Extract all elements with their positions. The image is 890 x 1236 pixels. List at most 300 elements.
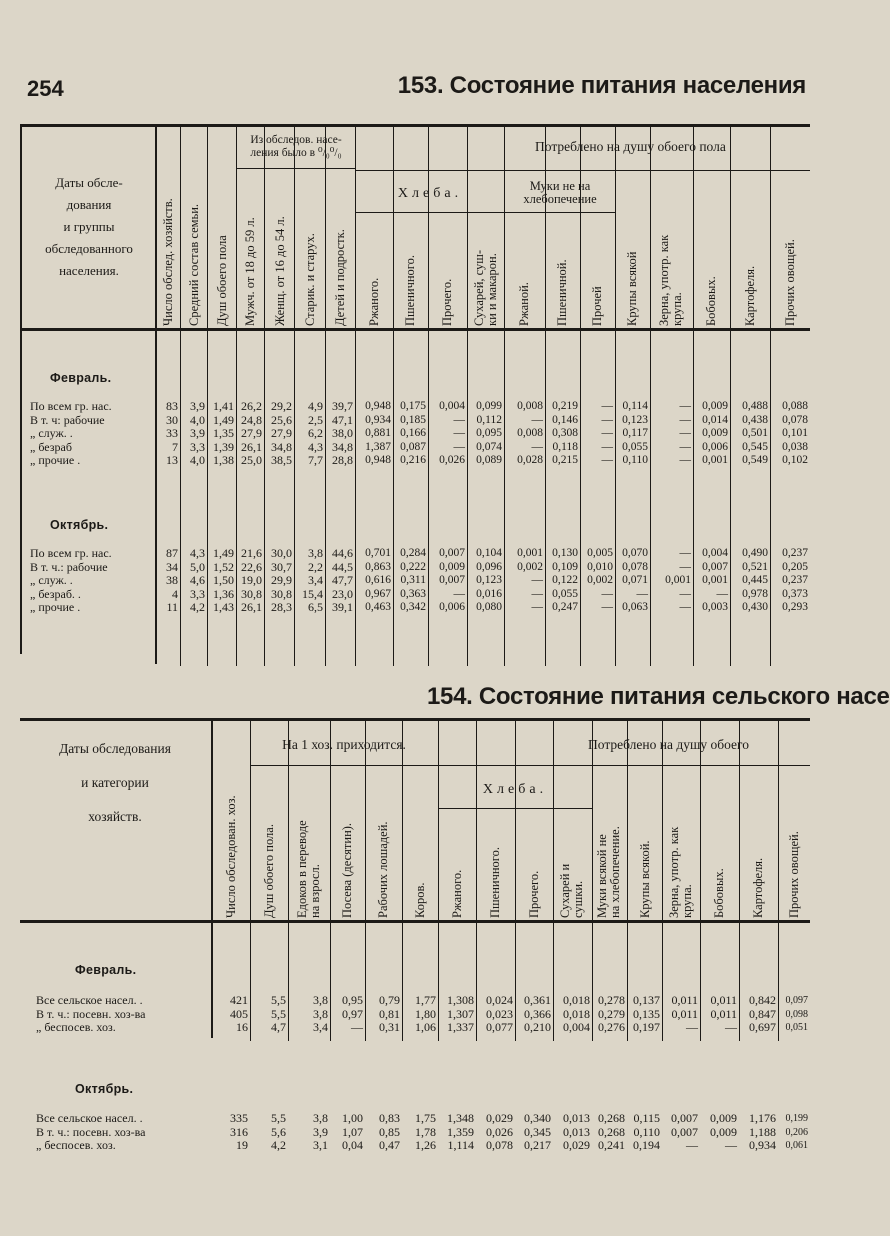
table-cell: 0,361 [524,993,551,1007]
table-cell: 4,7 [271,1020,286,1034]
table-cell: 30 [166,412,178,427]
table-cell: 0,308 [552,427,578,439]
table-cell: 0,096 [476,560,502,573]
table-cell: 0,088 [782,400,808,412]
table-cell: 0,373 [782,587,808,600]
row-label: „ прочие . [30,453,81,467]
table-cell: — [679,560,691,573]
table-cell: 0,077 [486,1020,513,1034]
table-cell: 0,055 [622,440,648,453]
table-cell: 2,2 [308,559,323,574]
flour-other-header: Прочей [589,286,604,326]
table-cell: 0,545 [742,440,768,453]
table-154-title: 154. Состояние питания сельского насе [427,683,890,710]
column-rule [438,721,439,1041]
table-cell: 33 [166,426,178,440]
column-rule [288,721,289,1041]
row-label: В т. ч.: посевн. хоз-ва [36,1006,146,1021]
table-cell: 1,26 [415,1138,436,1152]
table-cell: 23,0 [332,586,353,601]
table-cell: 26,1 [241,600,262,614]
stub-heading: Даты обследования и категории хозяйств. [59,741,171,824]
table-cell: 3,8 [313,1006,328,1021]
table-cell: 3,8 [313,993,328,1007]
table-cell: 0,199 [785,1113,808,1124]
table-cell: 0,074 [476,440,502,453]
table-cell: 0,018 [563,1006,590,1021]
table-cell: 0,004 [439,400,465,412]
table-cell: — [679,413,691,426]
bread-header: Хлеба. [397,186,463,201]
table-cell: 26,1 [241,439,262,454]
grain-header: Зерна, употр. как крупа. [657,234,684,326]
table-cell: 1,43 [213,600,234,614]
table-cell: 1,114 [447,1138,474,1152]
table-cell: 0,013 [563,1111,590,1125]
table-cell: 0,013 [563,1124,590,1139]
table-cell: 3,3 [190,586,205,601]
table-cell: 1,77 [415,993,436,1007]
table-cell: 0,102 [782,454,808,466]
table-cell: 5,5 [271,1111,286,1125]
table-cell: 0,004 [563,1020,590,1034]
table-cell: — [601,427,613,439]
table-cell: 0,340 [524,1111,551,1125]
table-cell: 0,123 [476,574,502,586]
table-cell: 0,003 [702,601,728,613]
table-cell: 39,7 [332,399,353,413]
table-cell: 30,8 [271,586,292,601]
table-cell: 29,2 [271,399,292,413]
group-label: Октябрь. [75,1082,134,1096]
veg-header: Прочих овощей. [786,831,801,918]
table-cell: — [725,1138,737,1152]
table-cell: 0,521 [742,560,768,573]
table-cell: 6,2 [308,426,323,440]
table-cell: 0,001 [517,547,543,559]
table-cell: 0,237 [782,574,808,586]
table-cell: 5,0 [190,559,205,574]
column-rule [553,721,554,1041]
table-cell: 27,9 [271,426,292,440]
table-cell: 0,175 [400,400,426,412]
table-cell: 0,011 [710,1006,737,1021]
table-cell: 1,49 [213,412,234,427]
table-cell: 0,363 [400,587,426,600]
table-cell: 0,095 [476,427,502,439]
table-cell: 0,311 [400,574,426,586]
table-cell: 0,934 [749,1138,776,1152]
table-cell: 0,029 [486,1111,513,1125]
table-cell: 0,078 [782,413,808,426]
table-cell: 0,005 [587,547,613,559]
table-cell: — [679,427,691,439]
table-cell: 28,3 [271,600,292,614]
table-cell: 34,8 [271,439,292,454]
rusks-header: Сухарей, суш- ки и макарон. [472,249,499,326]
table-cell: 0,215 [552,454,578,466]
table-cell: 0,089 [476,454,502,466]
row-label: „ служ. . [30,573,73,587]
column-rule [250,721,251,1041]
pop-share-header: Из обследов. насе- ления было в ⁰/₀⁰/₀ [250,134,342,159]
other-header: Прочего. [526,870,541,918]
table-cell: 4 [172,586,178,601]
table-cell: 1,307 [447,1006,474,1021]
potato-header: Картофеля. [742,265,757,326]
table-cell: 0,007 [439,574,465,586]
table-153-title: 153. Состояние питания населения [397,72,806,99]
table-cell: 0,038 [782,440,808,453]
table-cell: 25,6 [271,412,292,427]
table-cell: — [453,413,465,426]
table-cell: 0,697 [749,1020,776,1034]
table-cell: 0,85 [379,1124,400,1139]
table-cell: 39,1 [332,600,353,614]
table-cell: 0,117 [622,427,648,439]
table-cell: 0,009 [439,560,465,573]
table-cell: — [453,440,465,453]
table-cell: 0,342 [400,601,426,613]
table-cell: 0,008 [517,427,543,439]
column-rule [627,721,628,1041]
table-cell: 1,75 [415,1111,436,1125]
row-label: В т. ч.: посевн. хоз-ва [36,1124,146,1139]
table-cell: 0,83 [379,1111,400,1125]
table-cell: 16 [236,1020,248,1034]
table-cell: 0,006 [702,440,728,453]
table-cell: 3,9 [313,1124,328,1139]
row-label: Все сельское насел. . [36,993,143,1007]
table-cell: 0,004 [702,547,728,559]
table-cell: 0,006 [439,601,465,613]
table-cell: 0,206 [785,1126,808,1138]
row-label: По всем гр. нас. [30,546,112,560]
row-label: „ беспосев. хоз. [36,1020,116,1034]
table-cell: — [601,413,613,426]
table-cell: 22,6 [241,559,262,574]
table-cell: — [716,587,728,600]
table-cell: 0,007 [439,547,465,559]
flour-header: Муки всякой не на хлебопечение. [595,826,622,918]
table-cell: 0,001 [702,574,728,586]
table-cell: 0,011 [710,993,737,1007]
table-cell: 0,024 [486,993,513,1007]
table-cell: 4,6 [190,573,205,587]
table-cell: 0,279 [598,1006,625,1021]
table-cell: 0,008 [517,400,543,412]
pop-share-rule [236,168,355,169]
table-cell: 0,115 [633,1111,660,1125]
table-cell: 3,8 [308,546,323,560]
column-rule [515,721,516,1041]
table-cell: 34,8 [332,439,353,454]
table-cell: 1,359 [447,1124,474,1139]
table-cell: 0,185 [400,413,426,426]
table-cell: 0,276 [598,1020,625,1034]
table-cell: 1,308 [447,993,474,1007]
table-cell: 0,616 [365,574,391,586]
header-bottom-rule [20,920,810,923]
table-cell: 5,5 [271,993,286,1007]
table-cell: 13 [166,453,178,467]
table-cell: 0,018 [563,993,590,1007]
table-cell: 24,8 [241,412,262,427]
table-cell: 7 [172,439,178,454]
table-cell: 0,070 [622,547,648,559]
table-cell: 38,0 [332,426,353,440]
table-cell: 0,847 [749,1006,776,1021]
table-cell: 0,863 [365,560,391,573]
bread-header: Хлеба. [482,782,548,797]
other-header: Прочего. [439,278,454,326]
table-cell: 5,5 [271,1006,286,1021]
eaters-header: Едоков в переводе на взросл. [295,820,322,918]
table-cell: 0,071 [622,574,648,586]
table-cell: 0,948 [365,400,391,412]
groats-header: Крупы всякой. [637,840,652,918]
table-cell: 47,7 [332,573,353,587]
table-cell: 0,007 [671,1124,698,1139]
rusks-header: Сухарей и сушки. [558,863,585,918]
row-label: „ безраб [30,439,72,454]
table-cell: 4,0 [190,453,205,467]
table-cell: 0,146 [552,413,578,426]
table-cell: 1,387 [365,440,391,453]
table-cell: 4,2 [190,600,205,614]
bread-rule [438,808,592,809]
col-old-header: Старик. и старух. [302,233,317,326]
row-label: „ служ. . [30,426,73,440]
table-cell: 0,002 [587,574,613,586]
table-cell: 3,3 [190,439,205,454]
column-rule [330,721,331,1041]
table-cell: 1,41 [213,399,234,413]
table-cell: — [601,400,613,412]
flour-header: Муки не на хлебопечение [523,179,597,206]
table-cell: 0,110 [622,454,648,466]
col-fam-header: Средний состав семьи. [186,203,201,326]
row-label: „ беспосев. хоз. [36,1138,116,1152]
table-cell: 0,087 [400,440,426,453]
table-cell: 0,488 [742,400,768,412]
column-rule [739,721,740,1041]
per-hh-header: На 1 хоз. приходится. [282,737,406,752]
table-cell: 1,07 [342,1124,363,1139]
table-cell: 0,345 [524,1124,551,1139]
table-cell: — [453,427,465,439]
table-cell: 0,79 [379,993,400,1007]
column-rule [700,721,701,1041]
table-cell: 0,842 [749,993,776,1007]
table-cell: 0,051 [785,1022,808,1033]
table-cell: 0,112 [476,413,502,426]
table-cell: 0,445 [742,574,768,586]
table-cell: 0,247 [552,601,578,613]
table-cell: — [686,1020,698,1034]
flour-rule [504,212,615,213]
beans-header: Бобовых. [703,276,718,326]
table-cell: 1,176 [749,1111,776,1125]
table-cell: 0,078 [486,1138,513,1152]
header-bottom-rule [20,328,810,331]
table-cell: 0,001 [665,574,691,586]
consumed-header: Потреблено на душу обоего [588,737,749,752]
table-cell: — [531,574,543,586]
column-rule [402,721,403,1041]
column-rule [365,721,366,1041]
table-cell: — [686,1138,698,1152]
table-cell: 21,6 [241,546,262,560]
col-kids-header: Детей и подростк. [332,229,347,326]
table-cell: 27,9 [241,426,262,440]
table-cell: 0,284 [400,547,426,559]
table-cell: 0,135 [633,1006,660,1021]
table-cell: 6,5 [308,600,323,614]
table-cell: 0,463 [365,601,391,613]
table-cell: 0,110 [633,1124,660,1139]
table-cell: 0,366 [524,1006,551,1021]
stub-heading: Даты обсле- дования и группы обследованного населения. [45,175,133,278]
table-cell: 0,137 [633,993,660,1007]
table-cell: 30,8 [241,586,262,601]
table-cell: 4,3 [190,546,205,560]
table-cell: 0,166 [400,427,426,439]
consumed-rule [355,170,810,171]
table-cell: 0,055 [552,587,578,600]
table-cell: — [453,587,465,600]
table-cell: 1,49 [213,546,234,560]
table-cell: 0,026 [486,1124,513,1139]
table-cell: — [679,440,691,453]
table-cell: 1,52 [213,559,234,574]
table-cell: — [601,454,613,466]
row-label: По всем гр. нас. [30,399,112,413]
column-rule [476,721,477,1041]
wheat-header: Пшеничного. [487,847,502,918]
table-cell: 0,205 [782,560,808,573]
table-cell: 1,80 [415,1006,436,1021]
table-cell: 0,430 [742,601,768,613]
table-cell: 29,9 [271,573,292,587]
row-label: В т. ч.: рабочие [30,559,108,574]
table-cell: 0,95 [342,993,363,1007]
page-number: 254 [27,76,64,101]
table-cell: 0,130 [552,547,578,559]
table-cell: 0,701 [365,547,391,559]
table-cell: 3,9 [190,426,205,440]
row-label: „ прочие . [30,600,81,614]
wheat-header: Пшеничного. [402,255,417,326]
table-cell: — [679,587,691,600]
table-cell: 0,101 [782,427,808,439]
table-cell: — [601,601,613,613]
table-cell: 34 [166,559,178,574]
table-cell: 1,50 [213,573,234,587]
table-cell: 0,009 [710,1124,737,1139]
table-cell: 1,38 [213,453,234,467]
column-rule [778,721,779,1041]
col-men-header: Мужч. от 18 до 59 л. [242,217,257,326]
group-label: Февраль. [50,371,112,385]
table-cell: 19,0 [241,573,262,587]
table-cell: 0,009 [702,400,728,412]
table-cell: 44,5 [332,559,353,574]
table-cell: — [636,587,648,600]
table-cell: 0,501 [742,427,768,439]
table-cell: 0,237 [782,547,808,559]
table-cell: 0,04 [342,1138,363,1152]
table-cell: 4,3 [308,439,323,454]
table-cell: 0,438 [742,413,768,426]
table-cell: 0,268 [598,1111,625,1125]
table-cell: 0,009 [702,427,728,439]
table-cell: 0,007 [702,560,728,573]
table-cell: — [679,547,691,559]
col-hh-header: Число обслед. хозяйств. [160,198,175,326]
table-cell: 1,06 [415,1020,436,1034]
table-cell: — [601,587,613,600]
table-cell: 19 [236,1138,248,1152]
table-cell: — [531,587,543,600]
souls-header: Душ обоего пола. [261,824,276,918]
table-cell: 26,2 [241,399,262,413]
table-cell: 0,028 [517,454,543,466]
row-label: „ безраб. . [30,586,81,601]
top-rule [20,124,810,127]
table-cell: 0,029 [563,1138,590,1152]
table-cell: 0,47 [379,1138,400,1152]
table-cell: 0,123 [622,413,648,426]
beans-header: Бобовых. [711,868,726,918]
table-cell: 11 [166,600,178,614]
table-cell: 30,0 [271,546,292,560]
table-cell: 0,016 [476,587,502,600]
table-cell: 0,023 [486,1006,513,1021]
veg-header: Прочих овощей. [782,239,797,326]
table-cell: 0,268 [598,1124,625,1139]
table-cell: 0,097 [785,995,808,1006]
col-souls-header: Душ обоего пола [214,235,229,326]
table-cell: 0,122 [552,574,578,586]
table-cell: 0,210 [524,1020,551,1034]
table-cell: 4,2 [271,1138,286,1152]
table-cell: 316 [230,1124,248,1139]
groats-header: Крупы всякой [624,251,639,326]
column-rule [662,721,663,1041]
table-cell: — [531,413,543,426]
table-cell: 0,010 [587,560,613,573]
table-cell: 3,8 [313,1111,328,1125]
table-cell: — [679,400,691,412]
table-cell: 47,1 [332,412,353,427]
table-cell: 4,0 [190,412,205,427]
table-cell: — [601,440,613,453]
table-cell: — [679,454,691,466]
col-hh-header: Число обследован. хоз. [223,795,238,918]
rye-header: Ржаного. [366,277,381,326]
table-cell: 0,011 [671,993,698,1007]
table-cell: 0,241 [598,1138,625,1152]
table-cell: 0,014 [702,413,728,426]
table-cell: 30,7 [271,559,292,574]
table-cell: 0,063 [622,601,648,613]
table-cell: 0,104 [476,547,502,559]
table-cell: 3,4 [308,573,323,587]
table-cell: 0,114 [622,400,648,412]
rye-header: Ржаного. [449,869,464,918]
table-cell: 0,217 [524,1138,551,1152]
